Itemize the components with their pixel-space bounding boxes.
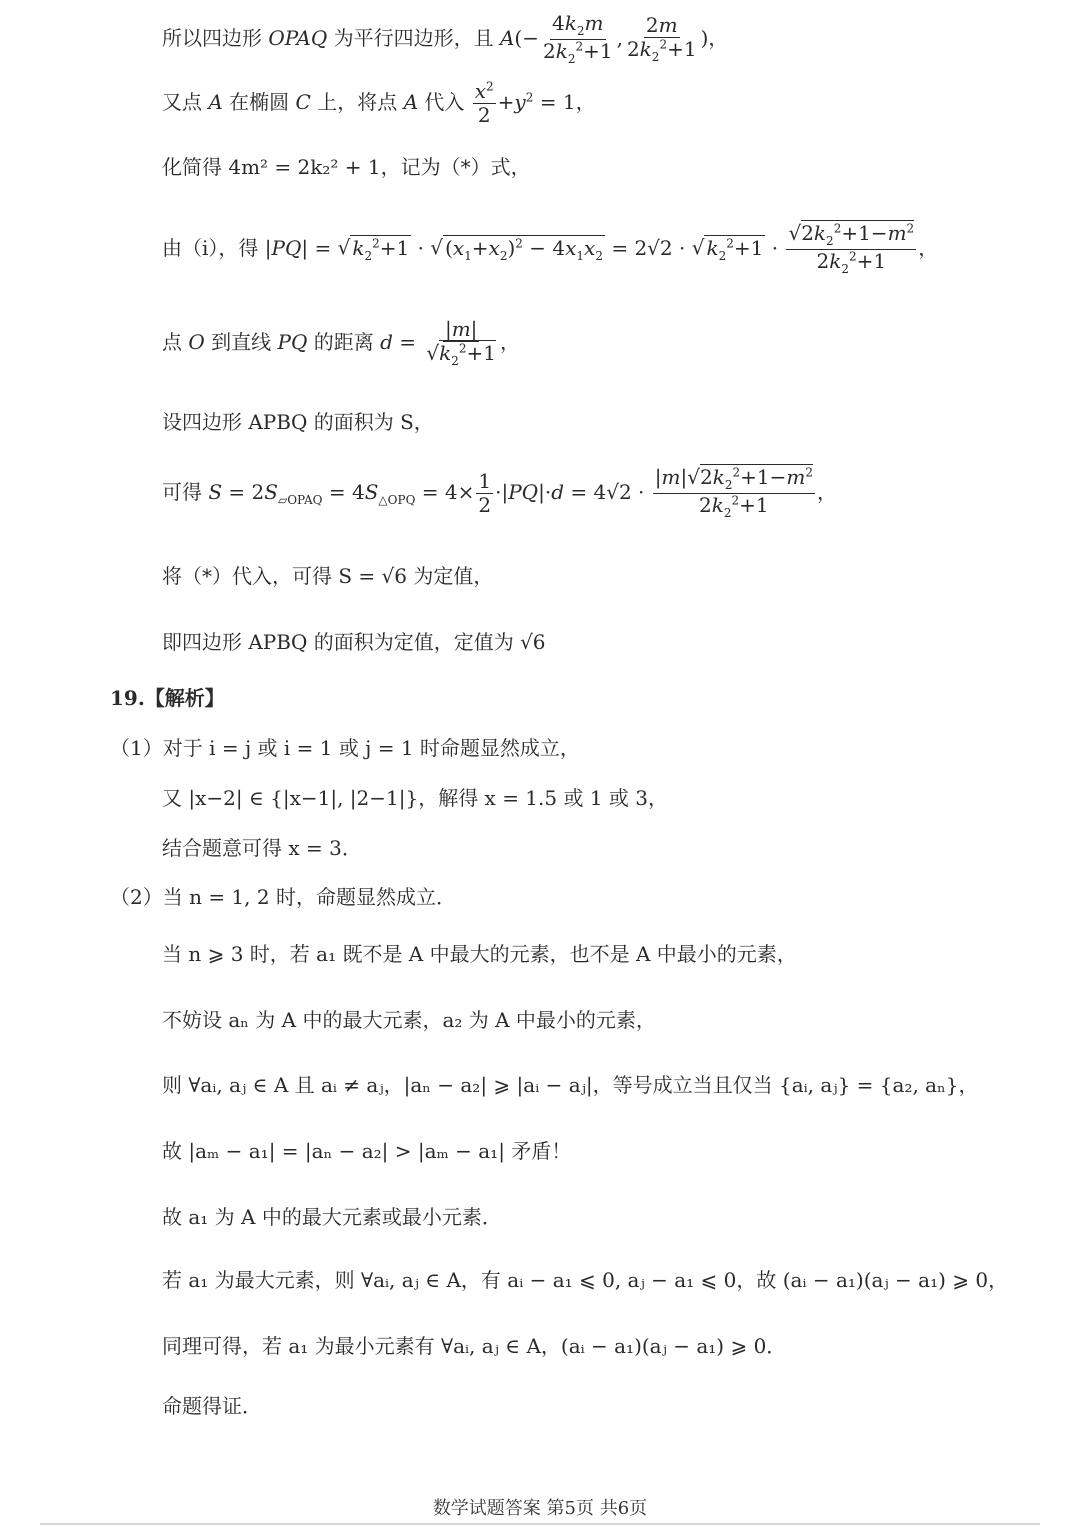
line-03: 化简得 4m² = 2k₂² + 1，记为（*）式，: [162, 155, 531, 179]
line-20: 若 a₁ 为最大元素，则 ∀aᵢ, aⱼ ∈ A，有 aᵢ − a₁ ⩽ 0, aⱼ − a₁ ⩽ 0，故 (aᵢ − a₁)(aⱼ − a₁) ⩾ 0，: [162, 1268, 1009, 1292]
line-09: 即四边形 APBQ 的面积为定值，定值为 √6: [162, 630, 546, 654]
line-08: 将（*）代入，可得 S = √6 为定值，: [162, 564, 494, 588]
line-18: 故 |aₘ − a₁| = |aₙ − a₂| > |aₘ − a₁| 矛盾！: [162, 1139, 572, 1163]
line-19: 故 a₁ 为 A 中的最大元素或最小元素．: [162, 1205, 502, 1229]
line-17: 则 ∀aᵢ, aⱼ ∈ A 且 aᵢ ≠ aⱼ，|aₙ − a₂| ⩾ |aᵢ − aⱼ|，等号成立当且仅当 {aᵢ, aⱼ} = {a₂, aₙ}，: [162, 1073, 979, 1097]
line-15: 当 n ⩾ 3 时，若 a₁ 既不是 A 中最大的元素，也不是 A 中最小的元素，: [162, 942, 797, 966]
line-22: 命题得证．: [162, 1394, 262, 1418]
line-05: 点 O 到直线 PQ 的距离 d = $\frac{|m|}{√k_2^2+1}$ ，: [162, 317, 520, 368]
line-11: （1）对于 i = j 或 i = 1 或 j = 1 时命题显然成立，: [110, 736, 580, 760]
line-07: 可得 $S = 2S_{▱OPAQ} = 4S_{\triangle OPQ} = 4\times$ $\frac{1}{2}$ ·|PQ|·d = 4√2 · $\frac{|m|√2k_2^2+1-m^2}{2k_2^2+1}$ ，: [162, 465, 837, 520]
section-heading-19: 19.【解析】: [110, 686, 225, 710]
line-02: 又点 A 在椭圆 C 上，将点 A 代入 $\frac{x^2}{2}$ $+y^2 = 1$，: [162, 79, 596, 127]
page-footer: 数学试题答案 第5页 共6页: [432, 1498, 648, 1519]
line-01: 所以四边形 OPAQ 为平行四边形，且 A(− $\frac{4k_2m}{2k_2^2+1}$ , $\frac{2m}{2k_2^2+1}$ )，: [162, 11, 729, 66]
line-06: 设四边形 APBQ 的面积为 S，: [162, 410, 434, 434]
footer-divider: [40, 1523, 1040, 1525]
line-16: 不妨设 aₙ 为 A 中的最大元素，a₂ 为 A 中最小的元素，: [162, 1008, 656, 1032]
line-12: 又 |x−2| ∈ {|x−1|, |2−1|}，解得 x = 1.5 或 1 或 3，: [162, 786, 668, 810]
line-13: 结合题意可得 x = 3．: [162, 836, 362, 860]
line-21: 同理可得，若 a₁ 为最小元素有 ∀aᵢ, aⱼ ∈ A，(aᵢ − a₁)(aⱼ − a₁) ⩾ 0．: [162, 1334, 787, 1358]
line-04: 由（i），得 |PQ| = √ $k_2^2+1$ · √ $(x_1+x_2)^2 - 4x_1x_2 = 2√2$ · √ $k_2^2+1$ · $\frac{√2k_2^2+1-m^2}{2k_2^2+1}$ ，: [162, 221, 939, 276]
line-14: （2）当 n = 1, 2 时，命题显然成立．: [110, 885, 456, 909]
